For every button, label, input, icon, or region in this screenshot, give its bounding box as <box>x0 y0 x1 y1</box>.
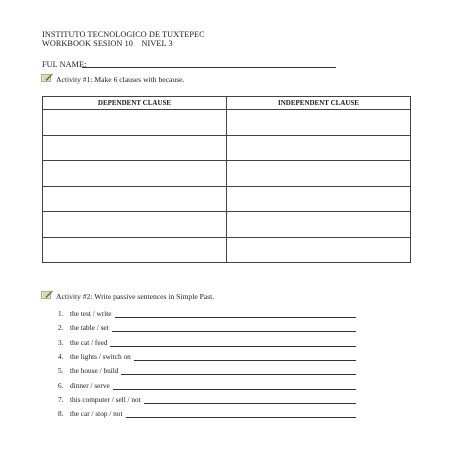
table-cell[interactable] <box>43 237 227 263</box>
item-number: 6. <box>58 380 64 390</box>
table-row <box>43 135 411 161</box>
table-cell[interactable] <box>43 110 227 136</box>
list-item <box>58 352 131 361</box>
table-cell[interactable] <box>227 212 411 238</box>
item-prompt: dinner / serve <box>70 380 110 390</box>
item-prompt: the table / set <box>70 323 109 333</box>
table-cell[interactable] <box>227 110 411 136</box>
answer-line[interactable] <box>126 417 357 418</box>
item-prompt: the house / build <box>70 366 119 376</box>
name-label: FUL NAME: <box>42 60 87 69</box>
table-row <box>43 161 411 187</box>
table-row <box>43 110 411 136</box>
table-cell[interactable] <box>43 186 227 212</box>
item-number: 7. <box>58 394 64 404</box>
table-cell[interactable] <box>227 135 411 161</box>
answer-line[interactable] <box>112 331 356 332</box>
table-row <box>43 237 411 263</box>
list-item <box>58 409 123 418</box>
list-item <box>58 366 118 375</box>
list-item <box>58 309 112 318</box>
answer-line[interactable] <box>121 374 356 375</box>
list-item <box>58 323 109 332</box>
column-header-independent: INDEPENDENT CLAUSE <box>227 97 411 110</box>
clause-table <box>42 96 411 263</box>
table-cell[interactable] <box>227 186 411 212</box>
name-input-line[interactable] <box>82 67 336 68</box>
institution-title: INSTITUTO TECNOLOGICO DE TUXTEPEC <box>42 30 205 39</box>
item-number: 5. <box>58 366 64 376</box>
answer-line[interactable] <box>134 360 356 361</box>
list-item <box>58 395 141 404</box>
item-prompt: the cat / feed <box>70 337 108 347</box>
table-header-row <box>43 97 411 110</box>
list-item <box>58 338 107 347</box>
table-cell[interactable] <box>43 161 227 187</box>
pencil-paper-icon <box>41 290 53 299</box>
item-prompt: this computer / sell / not <box>70 394 141 404</box>
workbook-subtitle: WORKBOOK SESION 10 NIVEL 3 <box>42 39 173 48</box>
activity1-title: Activity #1: Make 6 clauses with because. <box>56 75 185 84</box>
answer-line[interactable] <box>144 403 356 404</box>
table-row <box>43 212 411 238</box>
item-prompt: the car / stop / not <box>70 409 123 419</box>
activity2-title: Activity #2: Write passive sentences in Simple Past. <box>56 292 215 301</box>
item-prompt: the test / write <box>70 309 112 318</box>
column-header-dependent: DEPENDENT CLAUSE <box>43 97 227 110</box>
table-cell[interactable] <box>43 212 227 238</box>
table-cell[interactable] <box>227 237 411 263</box>
item-number: 2. <box>58 323 64 333</box>
table-row <box>43 186 411 212</box>
answer-line[interactable] <box>115 317 356 318</box>
answer-line[interactable] <box>113 389 356 390</box>
item-number: 1. <box>58 309 64 318</box>
item-prompt: the lights / switch on <box>70 351 131 361</box>
item-number: 8. <box>58 409 64 419</box>
pencil-paper-icon <box>41 73 53 82</box>
item-number: 4. <box>58 351 64 361</box>
answer-line[interactable] <box>110 346 356 347</box>
list-item <box>58 381 110 390</box>
table-cell[interactable] <box>43 135 227 161</box>
table-cell[interactable] <box>227 161 411 187</box>
item-number: 3. <box>58 337 64 347</box>
